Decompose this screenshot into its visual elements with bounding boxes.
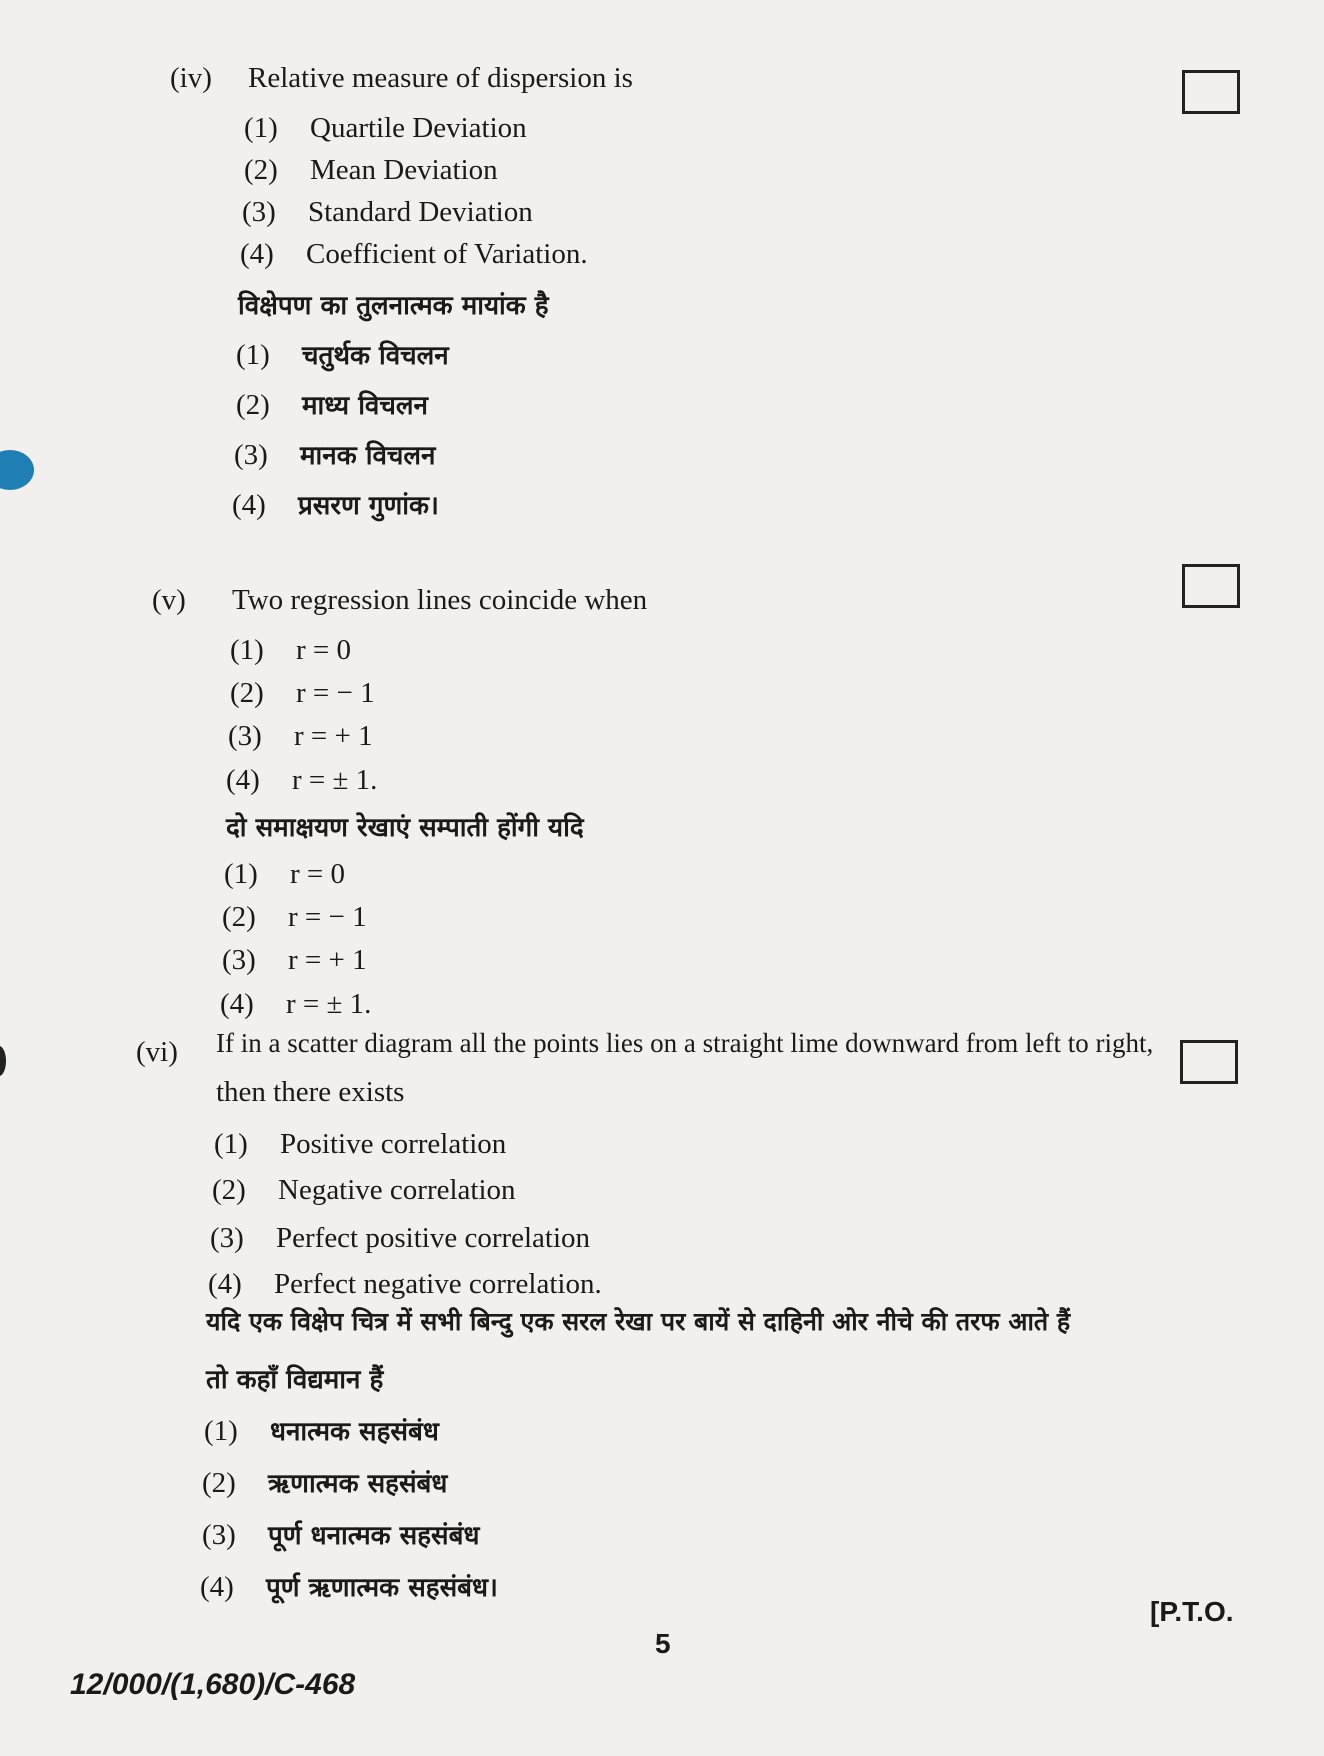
option-text: r = + 1	[288, 944, 367, 976]
option-text: r = ± 1.	[292, 764, 378, 796]
option-number: (4)	[208, 1268, 242, 1300]
option	[210, 1222, 590, 1255]
option-number: (1)	[214, 1128, 248, 1160]
question-number: (vi)	[136, 1036, 178, 1068]
question-text-line1: If in a scatter diagram all the points lies on a straight lime downward from left to right,	[216, 1028, 1154, 1058]
option-hindi	[224, 858, 345, 891]
question-number: (v)	[152, 584, 186, 616]
answer-box[interactable]	[1182, 70, 1240, 114]
option-text: मानक विचलन	[300, 441, 436, 471]
option-number: (1)	[230, 634, 264, 666]
option-hindi	[200, 1568, 498, 1604]
option-text: प्रसरण गुणांक।	[298, 491, 439, 521]
option-number: (2)	[236, 389, 270, 421]
option-hindi	[222, 901, 367, 934]
option-text: r = − 1	[288, 901, 367, 933]
paper-code: 12/000/(1,680)/C-468	[70, 1668, 356, 1701]
option-number: (2)	[244, 154, 278, 186]
option-number: (1)	[204, 1415, 238, 1447]
option-text: धनात्मक सहसंबंध	[270, 1417, 439, 1447]
question-text: Relative measure of dispersion is	[248, 62, 633, 94]
option-hindi	[204, 1412, 439, 1448]
option-number: (1)	[236, 339, 270, 371]
option-number: (2)	[212, 1174, 246, 1206]
option	[242, 196, 533, 229]
option-text: Perfect positive correlation	[276, 1222, 591, 1254]
option-text: r = 0	[290, 858, 346, 890]
option-hindi	[236, 386, 428, 422]
option-number: (1)	[244, 112, 278, 144]
option-text: Negative correlation	[278, 1174, 516, 1206]
option	[244, 112, 527, 145]
question-text-hindi: दो समाक्षयण रेखाएं सम्पाती होंगी यदि	[226, 813, 584, 843]
option-number: (4)	[200, 1571, 234, 1603]
option-number: (2)	[202, 1467, 236, 1499]
option-number: (4)	[220, 988, 254, 1020]
option	[208, 1268, 602, 1301]
option-hindi	[232, 486, 439, 522]
option	[244, 154, 498, 187]
answer-box[interactable]	[1180, 1040, 1238, 1084]
option	[228, 720, 373, 753]
option-number: (4)	[240, 238, 274, 270]
option-text: Mean Deviation	[310, 154, 498, 186]
option-hindi	[236, 336, 449, 372]
option-number: (1)	[224, 858, 258, 890]
pto-marker: [P.T.O.	[1150, 1596, 1234, 1627]
option	[240, 238, 588, 271]
option-number: (3)	[242, 196, 276, 228]
option-number: (2)	[222, 901, 256, 933]
ink-mark	[0, 1046, 6, 1076]
question-text-hindi-line2: तो कहाँ विद्यमान हैं	[206, 1365, 384, 1395]
option-text: r = + 1	[294, 720, 373, 752]
option-text: r = 0	[296, 634, 352, 666]
option-hindi	[202, 1464, 447, 1500]
option	[214, 1128, 506, 1161]
option-text: Standard Deviation	[308, 196, 533, 228]
option-number: (3)	[202, 1519, 236, 1551]
option-hindi	[222, 944, 367, 977]
option	[212, 1174, 516, 1207]
option-text: माध्य विचलन	[302, 391, 428, 421]
option-number: (4)	[232, 489, 266, 521]
option-number: (3)	[222, 944, 256, 976]
option-hindi	[234, 436, 436, 472]
option-number: (3)	[210, 1222, 244, 1254]
option-text: r = ± 1.	[286, 988, 372, 1020]
option	[226, 764, 377, 797]
option-text: r = − 1	[296, 677, 375, 709]
option-text: पूर्ण धनात्मक सहसंबंध	[268, 1521, 480, 1551]
option-number: (2)	[230, 677, 264, 709]
question-number: (iv)	[170, 62, 212, 94]
question-text: Two regression lines coincide when	[232, 584, 648, 616]
option-text: Perfect negative correlation.	[274, 1268, 602, 1300]
page-number: 5	[655, 1628, 671, 1659]
option-text: चतुर्थक विचलन	[302, 341, 449, 371]
question-text-hindi: विक्षेपण का तुलनात्मक मायांक है	[238, 291, 549, 321]
option-text: ऋणात्मक सहसंबंध	[268, 1469, 448, 1499]
option-number: (4)	[226, 764, 260, 796]
answer-box[interactable]	[1182, 564, 1240, 608]
option-text: Coefficient of Variation.	[306, 238, 588, 270]
option-text: पूर्ण ऋणात्मक सहसंबंध।	[266, 1573, 498, 1603]
ink-blot	[0, 450, 34, 490]
option-text: Quartile Deviation	[310, 112, 527, 144]
option	[230, 677, 375, 710]
option-number: (3)	[228, 720, 262, 752]
question-text-hindi-line1: यदि एक विक्षेप चित्र में सभी बिन्दु एक सरल रेखा पर बायें से दाहिनी ओर नीचे की तरफ आते हैं	[206, 1307, 1071, 1336]
option	[230, 634, 351, 667]
question-text-line2: then there exists	[216, 1076, 405, 1108]
option-hindi	[220, 988, 371, 1021]
option-hindi	[202, 1516, 479, 1552]
option-text: Positive correlation	[280, 1128, 507, 1160]
option-number: (3)	[234, 439, 268, 471]
